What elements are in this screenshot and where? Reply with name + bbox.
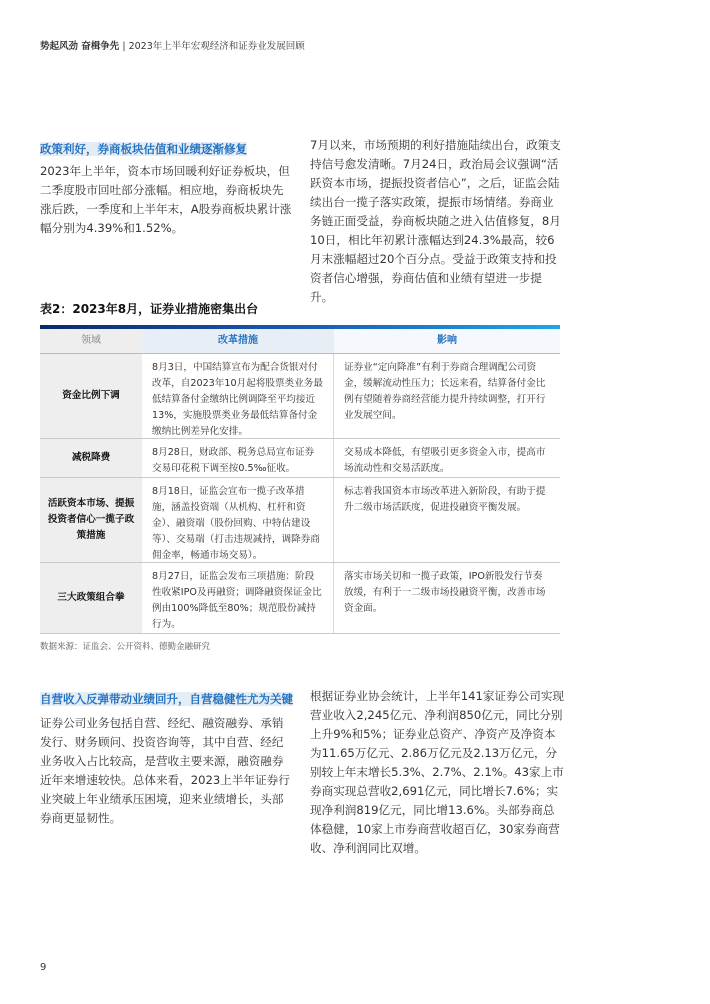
header-title: 势起风劲 奋楫争先	[40, 41, 120, 52]
table-header-domain: 领域	[40, 329, 142, 353]
table-row-impact: 落实市场关切和一揽子政策，IPO新股发行节奏放缓，有利于一二级市场投融资平衡，改善市场资金面。	[344, 571, 546, 614]
table-header-row	[40, 329, 560, 354]
section2-right-paragraph: 根据证券业协会统计，上半年141家证券公司实现营业收入2,245亿元、净利润850亿元，同比分别上升9%和5%；证券业总资产、净资产及净资本为11.65万亿元、2.86万亿元及2.13万亿元，分别较上年末增长5.3%、2.7%、2.1%。43家上市券商实现总营收2,691亿元，同比增长7.6%；实现净利润819亿元，同比增13.6%。头部券商总体稳健，10家上市券商营收超百亿，30家券商营收、净利润同比双增。	[310, 689, 565, 855]
table-row	[40, 354, 560, 439]
section1-right-paragraph: 7月以来，市场预期的利好措施陆续出台，政策支持信号愈发清晰。7月24日，政治局会议强调“活跃资本市场，提振投资者信心”，之后，证监会陆续出台一揽子落实政策，提振市场情绪。券商业务链正面受益，券商板块随之进入估值修复，8月10日，相比年初累计涨幅达到24.3%最高，较6月末涨幅超过20个百分点。受益于政策支持和投资者信心增强，券商估值和业绩有望进一步提升。	[310, 138, 561, 304]
section1-heading-text: 政策利好，券商板块估值和业绩逐渐修复	[40, 142, 247, 156]
running-header	[40, 38, 305, 52]
table-header-measures: 改革措施	[142, 329, 334, 353]
table-row-category: 减税降费	[40, 439, 142, 477]
table-row-measure: 8月28日，财政部、税务总局宣布证券交易印花税下调至按0.5‰征收。	[142, 439, 334, 477]
table-row-impact: 证券业“定向降准”有利于券商合理调配公司资金，缓解流动性压力；长远来看，结算备付金比例有望随着券商经营能力提升持续调整，打开行业发展空间。	[344, 362, 546, 421]
page-number: 9	[40, 962, 47, 973]
section1-left-paragraph: 2023年上半年，资本市场回暖利好证券板块，但二季度股市回吐部分涨幅。相应地，券商板块先涨后跌，一季度和上半年末，A股券商板块累计涨幅分别为4.39%和1.52%。	[40, 164, 292, 235]
table-row-impact: 标志着我国资本市场改革进入新阶段，有助于提升二级市场活跃度，促进投融资平衡发展。	[344, 486, 546, 513]
table-row-category: 活跃资本市场、提振投资者信心一揽子政策措施	[40, 478, 142, 562]
table-row-category: 资金比例下调	[40, 354, 142, 438]
table-row-measure: 8月3日，中国结算宣布为配合货银对付改革，自2023年10月起将股票类业务最低结算备付金缴纳比例调降至平均接近13%，实施股票类业务最低结算备付金缴纳比例差异化安排。	[142, 354, 334, 438]
table-title: 表2：2023年8月，证券业措施密集出台	[40, 302, 259, 316]
table-row-category: 三大政策组合拳	[40, 563, 142, 633]
section2-heading-text: 自营收入反弹带动业绩回升，自营稳健性尤为关键	[40, 692, 293, 706]
table-row-impact: 交易成本降低，有望吸引更多资金入市，提高市场流动性和交易活跃度。	[344, 447, 546, 474]
table-row	[40, 563, 560, 634]
table-row	[40, 439, 560, 478]
data-source-note: 数据来源：证监会、公开资料、德勤金融研究	[40, 642, 211, 652]
table-row	[40, 478, 560, 563]
table-row-measure: 8月27日，证监会发布三项措施：阶段性收紧IPO及再融资；调降融资保证金比例由100%降低至80%；规范股份减持行为。	[142, 563, 334, 633]
section2-heading	[40, 688, 293, 707]
header-subtitle: 2023年上半年宏观经济和证券业发展回顾	[128, 41, 305, 52]
policy-table	[40, 325, 560, 634]
section2-left-paragraph: 证券公司业务包括自营、经纪、融资融券、承销发行、财务顾问、投资咨询等，其中自营、经纪业务收入占比较高，是营收主要来源，融资融券近年来增速较快。总体来看，2023上半年证券行业突破上年业绩承压困境，迎来业绩增长，头部券商更显韧性。	[40, 716, 290, 825]
table-header-impact: 影响	[334, 329, 560, 353]
section1-heading	[40, 138, 247, 157]
table-row-measure: 8月18日，证监会宣布一揽子改革措施，涵盖投资端（从机构、杠杆和资金）、融资端（股份回购、中特估建设等）、交易端（打击违规减持，调降券商佣金率，畅通市场交易）。	[142, 478, 334, 562]
header-separator: |	[122, 41, 126, 52]
